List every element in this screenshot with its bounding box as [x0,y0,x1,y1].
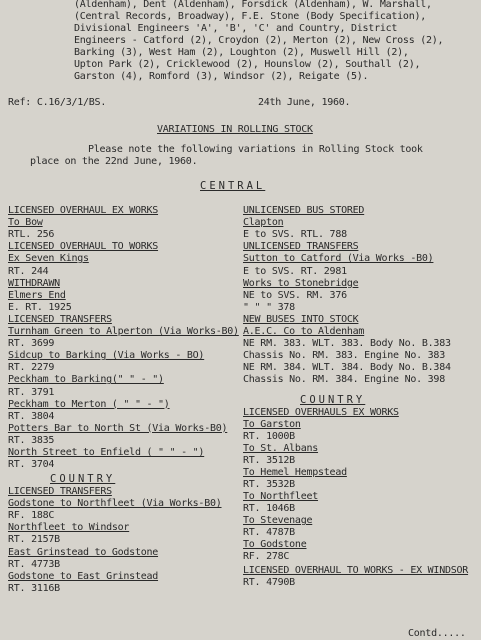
right-entry: NE to SVS. RM. 376 [243,289,347,301]
distribution-line: Garston (4), Romford (3), Windsor (2), Reigate (5). [74,71,369,82]
left-entry: E. RT. 1925 [8,301,72,313]
left-country-entry: RF. 188C [8,510,55,522]
left-entry: Sidcup to Barking (Via Works - BO) [8,350,205,362]
left-entry: To Bow [8,217,43,229]
continued-marker: Contd..... [408,628,466,639]
right-country-entry: RT. 3512B [243,455,295,466]
right-entry: NEW BUSES INTO STOCK [243,313,359,325]
right-entry: " " " 378 [243,301,295,313]
bottom-overhaul-line: LICENSED OVERHAUL TO WORKS - EX WINDSOR [243,565,469,576]
right-entry: Clapton [243,217,284,229]
right-entry: Works to Stonebridge [243,277,359,289]
distribution-line: Divisional Engineers 'A', 'B', 'C' and Country, District [74,23,398,34]
left-entry: RT. 3835 [8,434,55,446]
document-date: 24th June, 1960. [258,97,351,108]
left-country-entry: RT. 4773B [8,558,60,570]
right-country-entry: RT. 4787B [243,527,295,538]
left-entry: Potters Bar to North St (Via Works-B0) [8,422,228,434]
left-entry: RT. 3704 [8,459,55,471]
distribution-line: (Central Records, Broadway), F.E. Stone (Body Specification), [74,11,427,22]
right-country-entry: LICENSED OVERHAULS EX WORKS [243,407,399,418]
left-entry: Peckham to Merton ( " " - ") [8,398,170,410]
right-entry: E to SVS. RT. 2981 [243,265,347,277]
right-country-entry: RT. 1046B [243,503,295,514]
document-title: VARIATIONS IN ROLLING STOCK [157,124,313,135]
right-country-entry: RF. 278C [243,551,290,562]
right-entry: Sutton to Catford (Via Works -B0) [243,253,434,265]
left-entry: LICENSED OVERHAUL TO WORKS [8,241,159,253]
left-entry: LICENSED OVERHAUL EX WORKS [8,205,159,216]
intro-line-2: place on the 22nd June, 1960. [30,156,198,167]
right-country-entry: To Garston [243,419,301,430]
section-heading-country-right: COUNTRY [300,394,366,406]
right-entry: NE RM. 383. WLT. 383. Body No. B.383 [243,338,451,350]
left-entry: RTL. 256 [8,229,55,241]
left-entry: RT. 3804 [8,410,55,422]
right-country-entry: To Stevenage [243,515,313,526]
left-entry: LICENSED TRANSFERS [8,313,112,325]
right-country-entry: To Hemel Hempstead [243,467,347,478]
left-entry: Elmers End [8,289,66,301]
left-entry: RT. 2279 [8,362,55,374]
bottom-overhaul-value: RT. 4790B [243,577,295,588]
left-country-entry: Godstone to Northfleet (Via Works-B0) [8,498,222,510]
left-entry: Peckham to Barking(" " - ") [8,374,164,386]
section-heading-country-left: COUNTRY [50,473,116,485]
right-entry: NE RM. 384. WLT. 384. Body No. B.384 [243,362,451,374]
distribution-line: Barking (3), West Ham (2), Loughton (2), Muswell Hill (2), [74,47,409,58]
left-country-entry: RT. 3116B [8,582,60,594]
right-entry: E to SVS. RTL. 788 [243,229,347,241]
section-heading-central: CENTRAL [200,180,266,192]
left-country-entry: East Grinstead to Godstone [8,546,159,558]
left-country-entry: RT. 2157B [8,534,60,546]
left-entry: Turnham Green to Alperton (Via Works-B0) [8,326,239,337]
distribution-line: (Aldenham), Dent (Aldenham), Forsdick (Aldenham), W. Marshall, [74,0,432,10]
right-country-entry: To Northfleet [243,491,319,502]
reference-number: Ref: C.16/3/1/BS. [8,97,107,108]
right-country-entry: RT. 3532B [243,479,295,490]
left-entry: RT. 244 [8,265,49,277]
right-entry: UNLICENSED BUS STORED [243,205,365,216]
left-country-entry: Godstone to East Grinstead [8,570,159,582]
distribution-line: Upton Park (2), Cricklewood (2), Hounslow (2), Southall (2), [74,59,421,70]
left-entry: RT. 3699 [8,338,55,350]
left-entry: North Street to Enfield ( " " - ") [8,447,205,458]
left-country-entry: Northfleet to Windsor [8,522,130,534]
left-entry: WITHDRAWN [8,277,60,289]
right-country-entry: To Godstone [243,539,307,550]
right-entry: A.E.C. Co to Aldenham [243,326,365,337]
right-entry: Chassis No. RM. 384. Engine No. 398 [243,374,445,386]
right-country-entry: To St. Albans [243,443,319,454]
left-entry: RT. 3791 [8,386,55,398]
right-country-entry: RT. 1000B [243,431,295,442]
left-country-entry: LICENSED TRANSFERS [8,486,112,497]
right-entry: UNLICENSED TRANSFERS [243,241,359,253]
intro-line-1: Please note the following variations in Rolling Stock took [88,144,423,155]
distribution-line: Engineers - Catford (2), Croydon (2), Merton (2), New Cross (2), [74,35,444,46]
right-entry: Chassis No. RM. 383. Engine No. 383 [243,350,445,362]
left-entry: Ex Seven Kings [8,253,89,265]
